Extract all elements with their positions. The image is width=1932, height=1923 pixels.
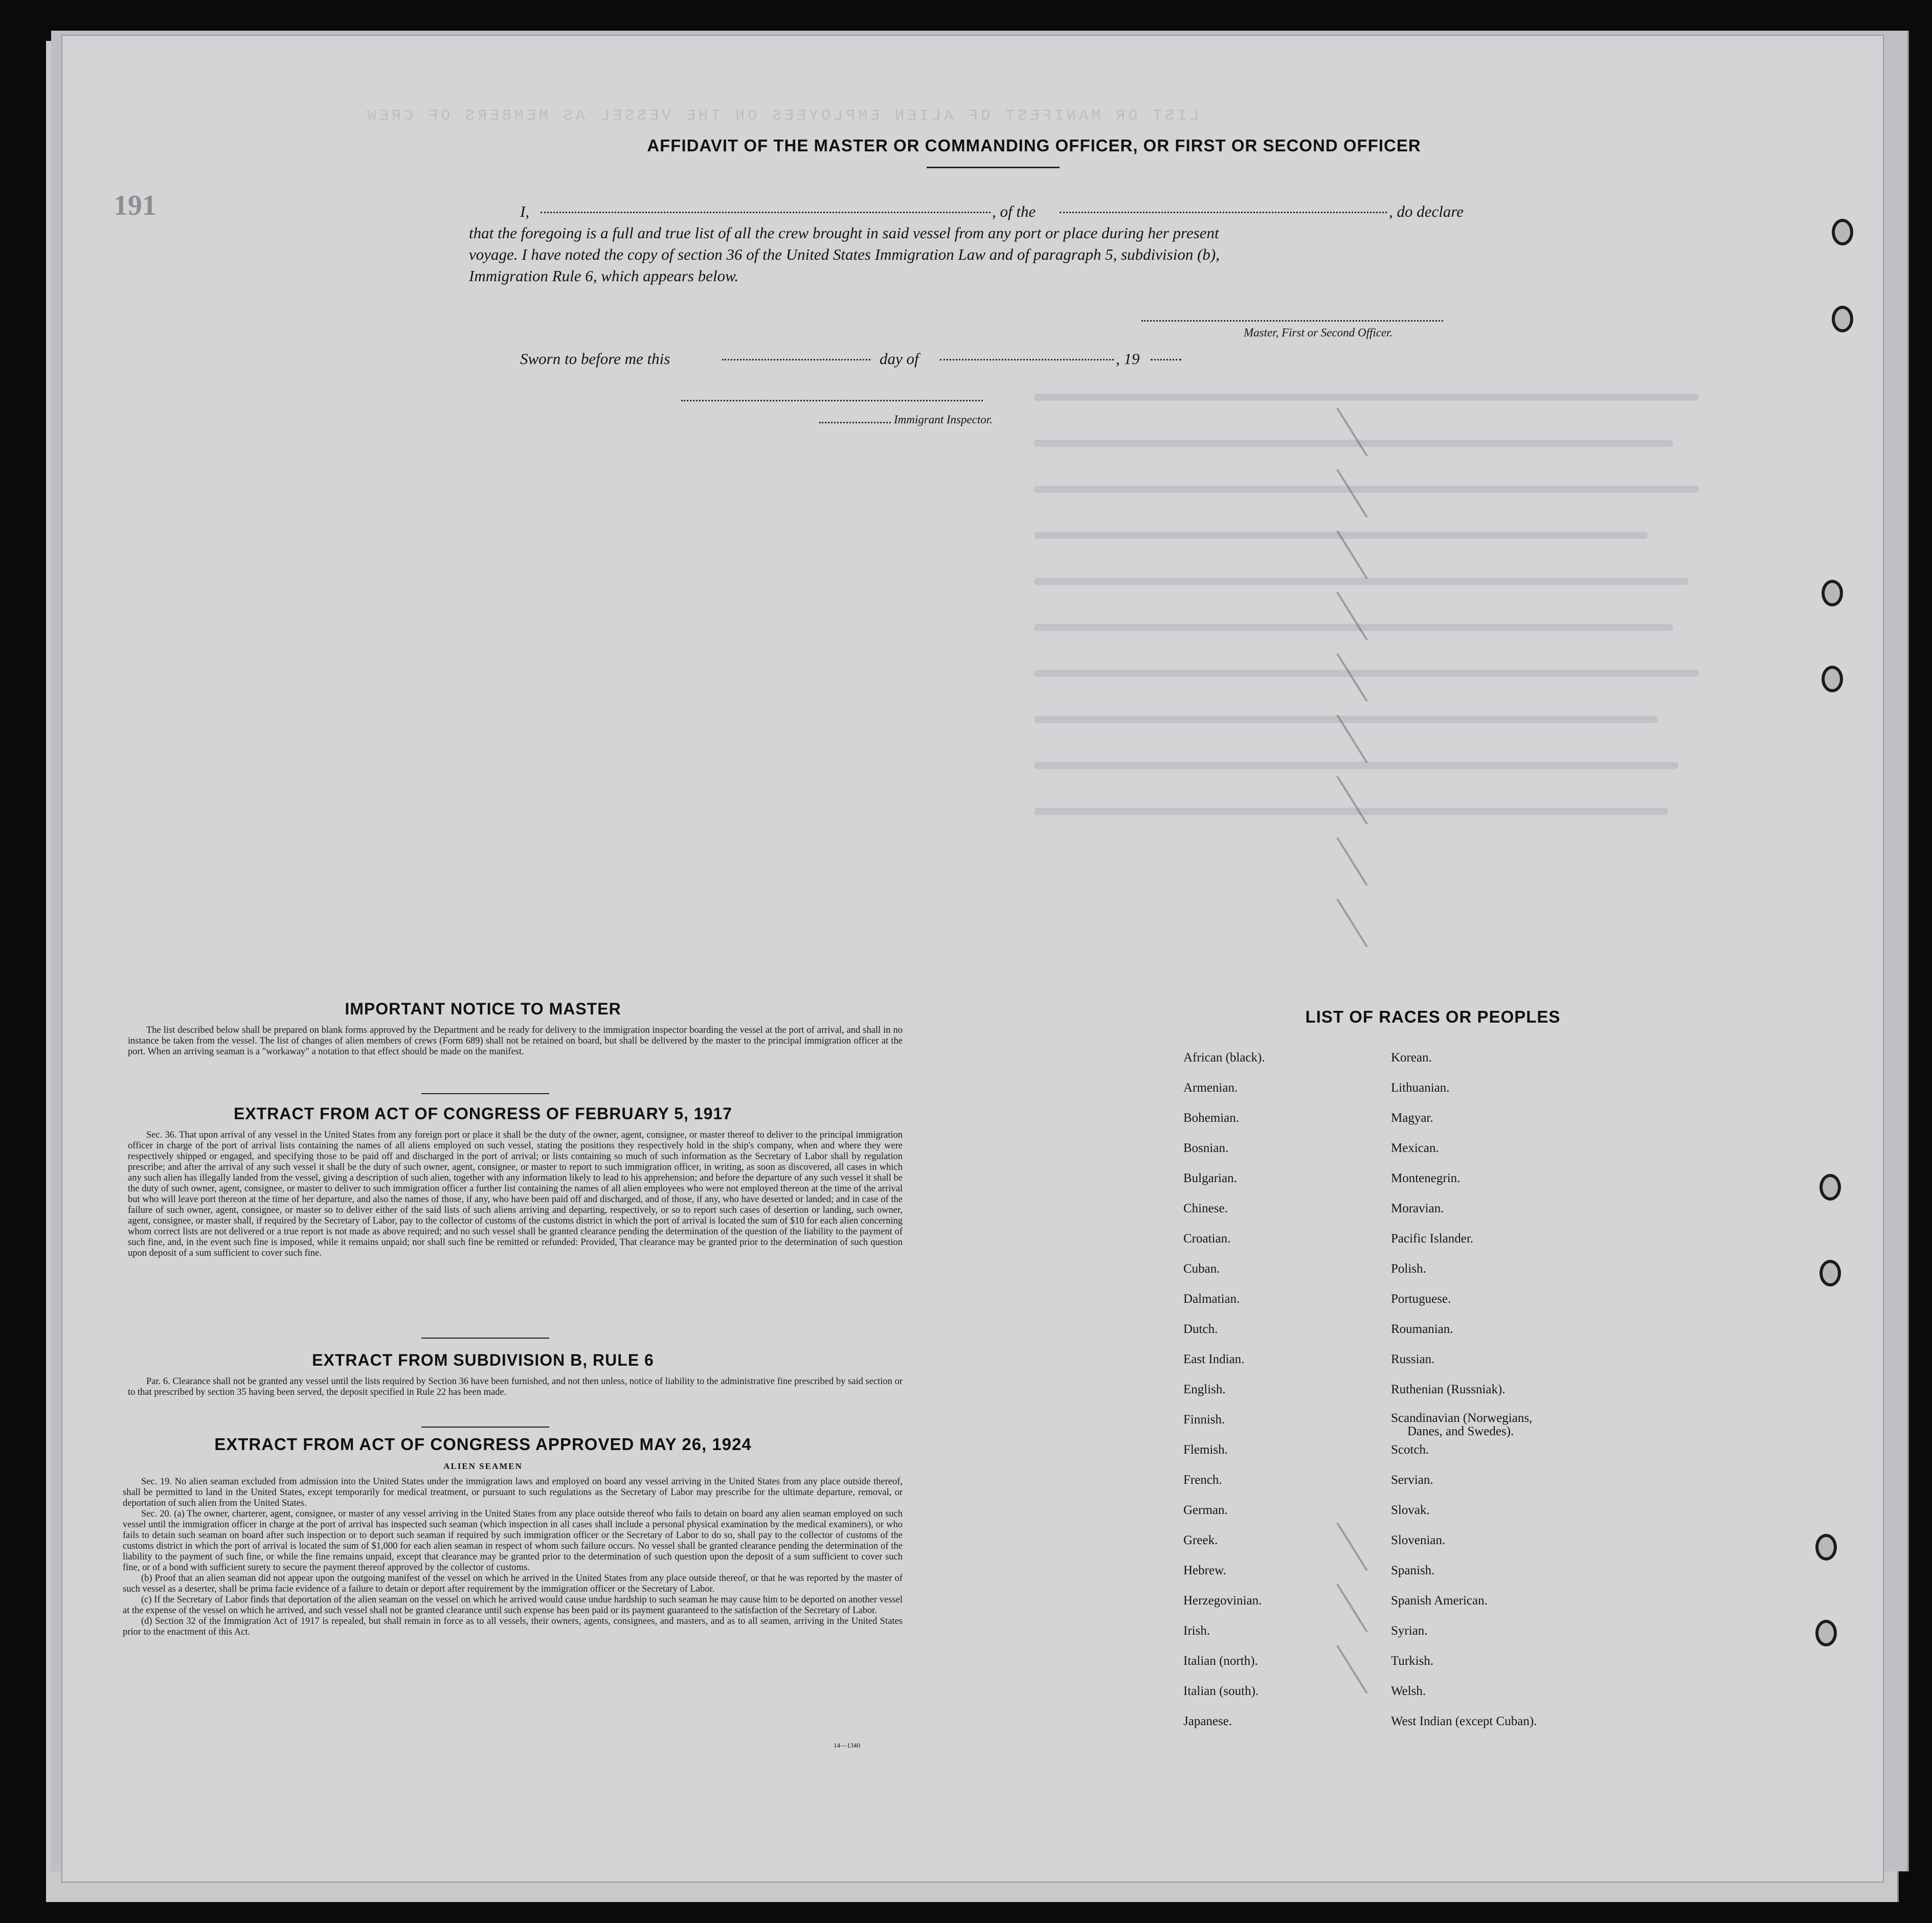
race-item: Cuban. (1183, 1262, 1220, 1276)
extract-rule6-title: EXTRACT FROM SUBDIVISION B, RULE 6 (312, 1351, 654, 1369)
bleed-through-row (1034, 440, 1673, 447)
page-number: 191 (114, 190, 156, 221)
race-item: Lithuanian. (1391, 1081, 1450, 1095)
race-item: Syrian. (1391, 1624, 1428, 1638)
bleed-through-row (1034, 578, 1689, 585)
divider (927, 167, 1060, 168)
extract-1917-body (128, 1130, 903, 1259)
punch-hole-icon (1822, 580, 1843, 606)
race-item: Spanish American. (1391, 1594, 1488, 1608)
master-caption: Master, First or Second Officer. (1244, 326, 1393, 339)
race-item: Hebrew. (1183, 1564, 1226, 1577)
race-item: Scandinavian (Norwegians, (1391, 1411, 1533, 1425)
extract-1924-paragraph: (c) If the Secretary of Labor finds that deportation of the alien seaman on the vessel on which he arrived would cause undue hardship to such seaman he may cause him to be deported on another vessel at the expense of the vessel on which he arrived, and such vessel shall not be granted clearance until such expense has been paid or its payment guaranteed to the satisfaction of the Secretary of Labor. (123, 1595, 903, 1616)
bleed-through-row (1034, 808, 1668, 815)
notice-title: IMPORTANT NOTICE TO MASTER (345, 1000, 621, 1018)
race-item: Japanese. (1183, 1714, 1232, 1728)
race-item: Dalmatian. (1183, 1292, 1240, 1306)
extract-1924-subtitle: ALIEN SEAMEN (443, 1461, 523, 1471)
race-item: Magyar. (1391, 1111, 1433, 1125)
extract-rule6-paragraph: Par. 6. Clearance shall not be granted any vessel until the lists required by Section 36 have been furnished, and not then unless, notice of liability to the administrative fine prescribed by said section or to that prescribed by section 35 having been served, the deposit specified in Rule 22 has been made. (128, 1376, 903, 1397)
punch-hole-icon (1819, 1174, 1841, 1201)
race-item: Danes, and Swedes). (1407, 1424, 1514, 1438)
race-item: Ruthenian (Russniak). (1391, 1383, 1506, 1396)
check-mark (1336, 653, 1368, 702)
sworn-month-field[interactable] (940, 359, 1114, 360)
divider (421, 1093, 549, 1094)
race-item: Irish. (1183, 1624, 1210, 1638)
extract-1924-body (123, 1477, 903, 1638)
race-item: Italian (south). (1183, 1684, 1259, 1698)
race-item: Bulgarian. (1183, 1171, 1237, 1185)
check-mark (1336, 592, 1368, 640)
sworn-day-of: day of (880, 350, 919, 368)
race-item: East Indian. (1183, 1352, 1245, 1366)
check-mark (1336, 1522, 1368, 1571)
bleed-through-row (1034, 394, 1699, 401)
races-title: LIST OF RACES OR PEOPLES (1305, 1007, 1561, 1026)
divider (421, 1427, 549, 1428)
check-mark (1336, 1583, 1368, 1632)
race-item: Slovenian. (1391, 1533, 1446, 1547)
punch-hole-icon (1815, 1534, 1837, 1560)
race-item: Moravian. (1391, 1202, 1444, 1215)
race-item: German. (1183, 1503, 1228, 1517)
race-item: Polish. (1391, 1262, 1426, 1276)
race-item: Portuguese. (1391, 1292, 1451, 1306)
race-item: Scotch. (1391, 1443, 1429, 1457)
inspector-signature-field[interactable] (681, 400, 983, 401)
race-item: Montenegrin. (1391, 1171, 1461, 1185)
bleed-through-row (1034, 716, 1658, 723)
race-item: West Indian (except Cuban). (1391, 1714, 1537, 1728)
extract-1924-paragraph: (b) Proof that an alien seaman did not appear upon the outgoing manifest of the vessel on which he arrived in the United States from any place outside thereof, or that he was reported by the master of such vessel as a deserter, shall be prima facie evidence of a failure to detain or deport after requirement by the immigration officer or the Secretary of Labor. (123, 1573, 903, 1594)
affidavit-of-the: , of the (992, 202, 1036, 220)
race-item: Slovak. (1391, 1503, 1430, 1517)
master-signature-field[interactable] (1141, 320, 1443, 322)
race-item: French. (1183, 1473, 1222, 1487)
inspector-caption: Immigrant Inspector. (894, 413, 993, 426)
vessel-field[interactable] (1060, 212, 1387, 213)
affidavit-title: AFFIDAVIT OF THE MASTER OR COMMANDING OFFICER, OR FIRST OR SECOND OFFICER (647, 136, 1421, 155)
race-item: Croatian. (1183, 1232, 1231, 1246)
sworn-year-field[interactable] (1151, 359, 1181, 360)
name-field[interactable] (541, 212, 991, 213)
check-mark (1336, 776, 1368, 824)
extract-rule6-body (128, 1376, 903, 1398)
extract-1924-paragraph: (d) Section 32 of the Immigration Act of 1917 is repealed, but shall remain in force as to all vessels, their owners, agents, consignees, and masters, and as to all seamen, arriving in the United States prior to the enactment of this Act. (123, 1616, 903, 1637)
check-mark (1336, 898, 1368, 947)
extract-1924-paragraph: Sec. 19. No alien seaman excluded from admission into the United States under the immigration laws and employed on board any vessel arriving in the United States from any place outside thereof, shall be permitted to land in the United States, except temporarily for medical treatment, or pursuant to such regulations as the Secretary of Labor may prescribe for the ultimate departure, removal, or deportation of such alien from the United States. (123, 1477, 903, 1508)
extract-1924-paragraph: Sec. 20. (a) The owner, charterer, agent, consignee, or master of any vessel arriving in the United States from any place outside thereof who fails to detain on board any alien seaman employed on such vessel until the immigration officer in charge at the port of arrival has inspected such seaman (which inspection in all cases shall include a personal physical examination by the medical examiners), or who fails to detain such seaman on board after such inspection or to deport such seaman if required by such immigration officer or the Secretary of Labor to do so, shall pay to the collector of customs of the customs district in which the port of arrival is located the sum of $1,000 for each alien seaman in respect of whom such failure occurs. No vessel shall be granted clearance pending the determination of the liability to the payment of such fine, or while the fine remains unpaid, except that clearance may be granted prior to the determination of such question upon the deposit of a sum sufficient to cover such fine, or of a bond with sufficient surety to secure the payment thereof approved by the collector of customs. (123, 1509, 903, 1573)
bleed-through-row (1034, 670, 1699, 677)
race-item: African (black). (1183, 1051, 1265, 1065)
extract-1917-paragraph: Sec. 36. That upon arrival of any vessel in the United States from any foreign port or place it shall be the duty of the owner, agent, consignee, or master thereof to deliver to the principal immigration officer in charge of the port of arrival lists containing the names of all aliens employed on such vessel, stating the positions they respectively hold in the ship's company, when and where they were respectively shipped or engaged, and specifying those to be paid off and discharged in the port of arrival; or lists containing so much of such information as the Secretary of Labor shall by regulation prescribe; and after the arrival of any such vessel it shall be the duty of such owner, agent, consignee, or master to report to such immigration officer, in writing, as soon as discovered, all cases in which any such alien has illegally landed from the vessel, giving a description of such alien, together with any information likely to lead to his apprehension; and before the departure of any such vessel it shall be the duty of such owner, agent, consignee, or master to deliver to such immigration officer a further list containing the names of all alien employees who were not employed thereon at the time of the arrival but who will leave port thereon at the time of her departure, and also the names of those, if any, who have been paid off and discharged, and of those, if any, who have deserted or landed; and in case of the failure of such owner, agent, consignee, or master so to deliver either of the said lists of such aliens arriving and departing, respectively, or so to report such cases of desertion or landing, such owner, agent, consignee, or master shall, if required by the Secretary of Labor, pay to the collector of customs of the customs district in which the port of arrival is located the sum of $10 for each alien concerning whom correct lists are not delivered or a true report is not made as above required; and no such vessel shall be granted clearance pending the determination of the question of the liability to the payment of such fine, and, in the event such fine is imposed, while it remains unpaid; nor shall such fine be remitted or refunded: Provided, That clearance may be granted prior to the determination of such question upon deposit of a sum sufficient to cover such fine. (128, 1130, 903, 1258)
bleed-through-row (1034, 486, 1699, 493)
affidavit-line-2: that the foregoing is a full and true list of all the crew brought in said vessel from any port or place during her present (469, 224, 1219, 242)
race-item: Dutch. (1183, 1322, 1218, 1336)
sworn-prefix: Sworn to before me this (520, 350, 670, 368)
race-item: Chinese. (1183, 1202, 1228, 1215)
race-item: Bosnian. (1183, 1141, 1229, 1155)
punch-hole-icon (1819, 1260, 1841, 1286)
extract-1924-title: EXTRACT FROM ACT OF CONGRESS APPROVED MAY 26, 1924 (214, 1435, 752, 1454)
race-item: Armenian. (1183, 1081, 1238, 1095)
race-item: Pacific Islander. (1391, 1232, 1474, 1246)
punch-hole-icon (1822, 666, 1843, 692)
check-mark (1336, 408, 1368, 456)
affidavit-declare: , do declare (1389, 202, 1464, 220)
notice-paragraph: The list described below shall be prepared on blank forms approved by the Department and be ready for delivery to the immigration inspector boarding the vessel at the port of arrival, and shall in no instance be taken from the vessel. The list of changes of alien members of crews (Form 689) shall not be retained on board, but shall be delivered by the master to the principal immigration officer at the port. When an arriving seaman is a "workaway" a notation to that effect should be made on the manifest. (128, 1025, 903, 1057)
bleed-through-row (1034, 762, 1678, 769)
affidavit-line-4: Immigration Rule 6, which appears below. (469, 267, 739, 285)
punch-hole-icon (1832, 306, 1853, 332)
race-item: Bohemian. (1183, 1111, 1240, 1125)
affidavit-line-3: voyage. I have noted the copy of section 36 of the United States Immigration Law and of paragraph 5, subdivision (b), (469, 245, 1220, 263)
race-item: Finnish. (1183, 1413, 1225, 1427)
sworn-day-field[interactable] (722, 359, 870, 360)
race-item: Roumanian. (1391, 1322, 1453, 1336)
notice-body (128, 1025, 903, 1057)
punch-hole-icon (1815, 1620, 1837, 1646)
check-mark (1336, 469, 1368, 517)
race-item: Turkish. (1391, 1654, 1434, 1668)
race-item: Italian (north). (1183, 1654, 1258, 1668)
race-item: Russian. (1391, 1352, 1435, 1366)
race-item: Herzegovinian. (1183, 1594, 1262, 1608)
race-item: Korean. (1391, 1051, 1432, 1065)
affidavit-i: I, (520, 202, 530, 220)
race-item: Servian. (1391, 1473, 1433, 1487)
bleed-through-text: LIST OR MANIFEST OF ALIEN EMPLOYEES ON THE VESSEL AS MEMBERS OF CREW (364, 107, 1199, 125)
divider (421, 1338, 549, 1339)
race-item: Greek. (1183, 1533, 1218, 1547)
punch-hole-icon (1832, 219, 1853, 245)
inspector-dots (819, 422, 891, 423)
race-item: Flemish. (1183, 1443, 1228, 1457)
race-item: Welsh. (1391, 1684, 1426, 1698)
extract-1917-title: EXTRACT FROM ACT OF CONGRESS OF FEBRUARY 5, 1917 (234, 1104, 732, 1123)
sworn-year: , 19 (1116, 350, 1140, 368)
race-item: English. (1183, 1383, 1226, 1396)
bleed-through-row (1034, 624, 1673, 631)
race-item: Spanish. (1391, 1564, 1435, 1577)
document-page (61, 35, 1884, 1883)
check-mark (1336, 837, 1368, 886)
race-item: Mexican. (1391, 1141, 1439, 1155)
check-mark (1336, 1645, 1368, 1693)
form-number: 14—1340 (834, 1741, 860, 1749)
